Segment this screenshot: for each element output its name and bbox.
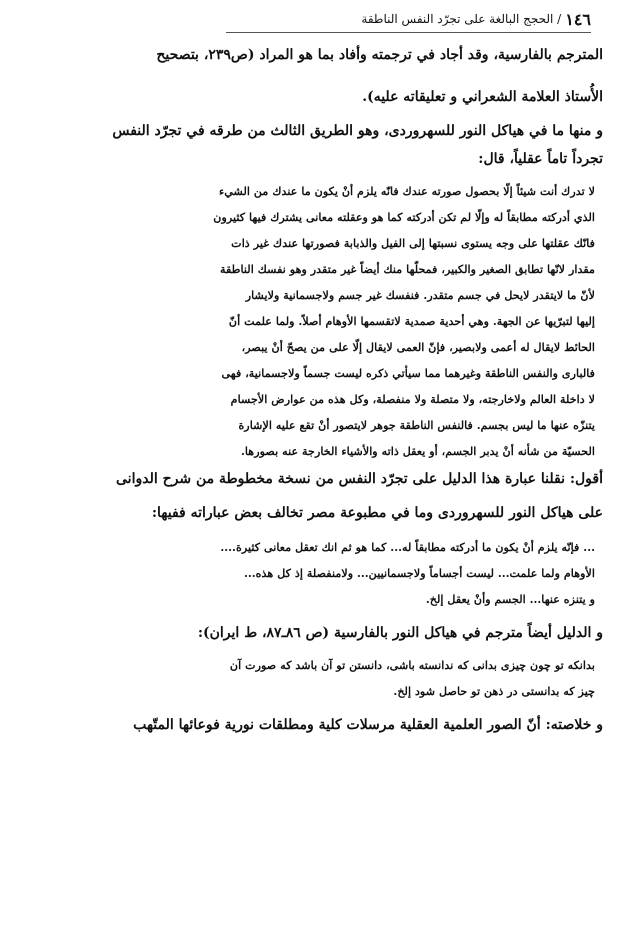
quote-line: لا تدرك أنت شيئاً إلّا بحصول صورته عندك فانّه يلزم أنْ يكون ما عندك من الشيء [218,184,595,198]
page-number: ١٤٦ [565,9,591,29]
quote-line: الحائط لايقال له أعمى ولابصير، فإنّ العمى لايقال إلّا على من يصحّ أنْ يبصر، [241,340,595,354]
text-line: و خلاصته: أنّ الصور العلمية العقلية مرسلات كلية ومطلقات نورية فوعائها المتّهب [133,717,603,733]
persian-line: بدانكه تو چون چيزى بدانى كه ندانسته باشى، دانستن تو آن باشد كه صورت آن [229,658,595,672]
text-line: المترجم بالفارسية، وقد أجاد في ترجمته وأفاد بما هو المراد (ص٢٣٩، بتصحيح [156,47,603,63]
text-line: و منها ما في هياكل النور للسهروردى، وهو الطريق الثالث من طرقه في تجرّد النفس [112,123,603,139]
quote-line: لأنّ ما لايتقدر لايحل في جسم متقدر. فنفسك غير جسم ولاجسمانية ولايشار [245,288,595,302]
text-line: تجرداً تاماً عقلياً، قال: [478,151,603,167]
persian-line: چيز كه بدانستى در ذهن تو حاصل شود إلخ. [393,684,595,698]
text-line: على هياكل النور للسهروردى وما في مطبوعة مصر تخالف بعض عباراته ففيها: [151,505,603,521]
quote-line: لا داخلة العالم ولاخارجته، ولا متصلة ولا منفصلة، وكل هذه من عوارض الأجسام [230,392,595,406]
text-line: أقول: نقلنا عبارة هذا الدليل على تجرّد النفس من نسخة مخطوطة من شرح الدوانى [116,471,603,487]
quote-line: و يتنزه عنها... الجسم وأنْ يعقل إلخ. [425,592,595,606]
quote-line: ... فإنّه يلزم أنْ يكون ما أدركته مطابقاً له... كما هو ثم انك تعقل معانى كثيرة.... [220,540,595,554]
quote-line: يتنزّه عنها ما ليس بجسم. فالنفس الناطقة جوهر لايتصور أنْ تقع عليه الإشارة [238,418,595,432]
running-title: / الحجج البالغة على تجرّد النفس الناطقة [361,12,562,26]
quote-line: الأوهام ولما علمت... ليست أجساماً ولاجسمانيين... ولامنفصلة إذ كل هذه... [244,566,595,580]
quote-line: مقدار لانّها تطابق الصغير والكبير، فمحلّها منك أيضاً غير متقدر وهو نفسك الناطقة [219,262,595,276]
page-header [226,6,591,33]
quote-line: الذي أدركته مطابقاً له وإلّا لم تكن أدركته كما هو وعقلته معانى يشترك فيها كثيرون [213,210,595,224]
text-line: الأُستاذ العلامة الشعراني و تعليقاته عليه). [362,89,603,105]
quote-line: الحسيّة من شأنه أنْ يدبر الجسم، أو يعقل ذاته والأشياء الخارجة عنه بصورها. [241,444,595,458]
quote-line: فانّك عقلتها على وجه يستوى نسبتها إلى الفيل والذبابة فصورتها عندك غير ذات [231,236,595,250]
quote-line: فالبارى والنفس الناطقة وغيرهما مما سيأتي ذكره ليست جسماً ولاجسمانية، فهى [221,366,595,380]
quote-line: إليها لتبرّيها عن الجهة. وهي أحدية صمدية لاتقسمها الأوهام أصلاً. ولما علمت أنّ [228,314,595,328]
text-line: و الدليل أيضاً مترجم في هياكل النور بالفارسية (ص ٨٦ـ٨٧، ط ايران): [197,625,603,641]
